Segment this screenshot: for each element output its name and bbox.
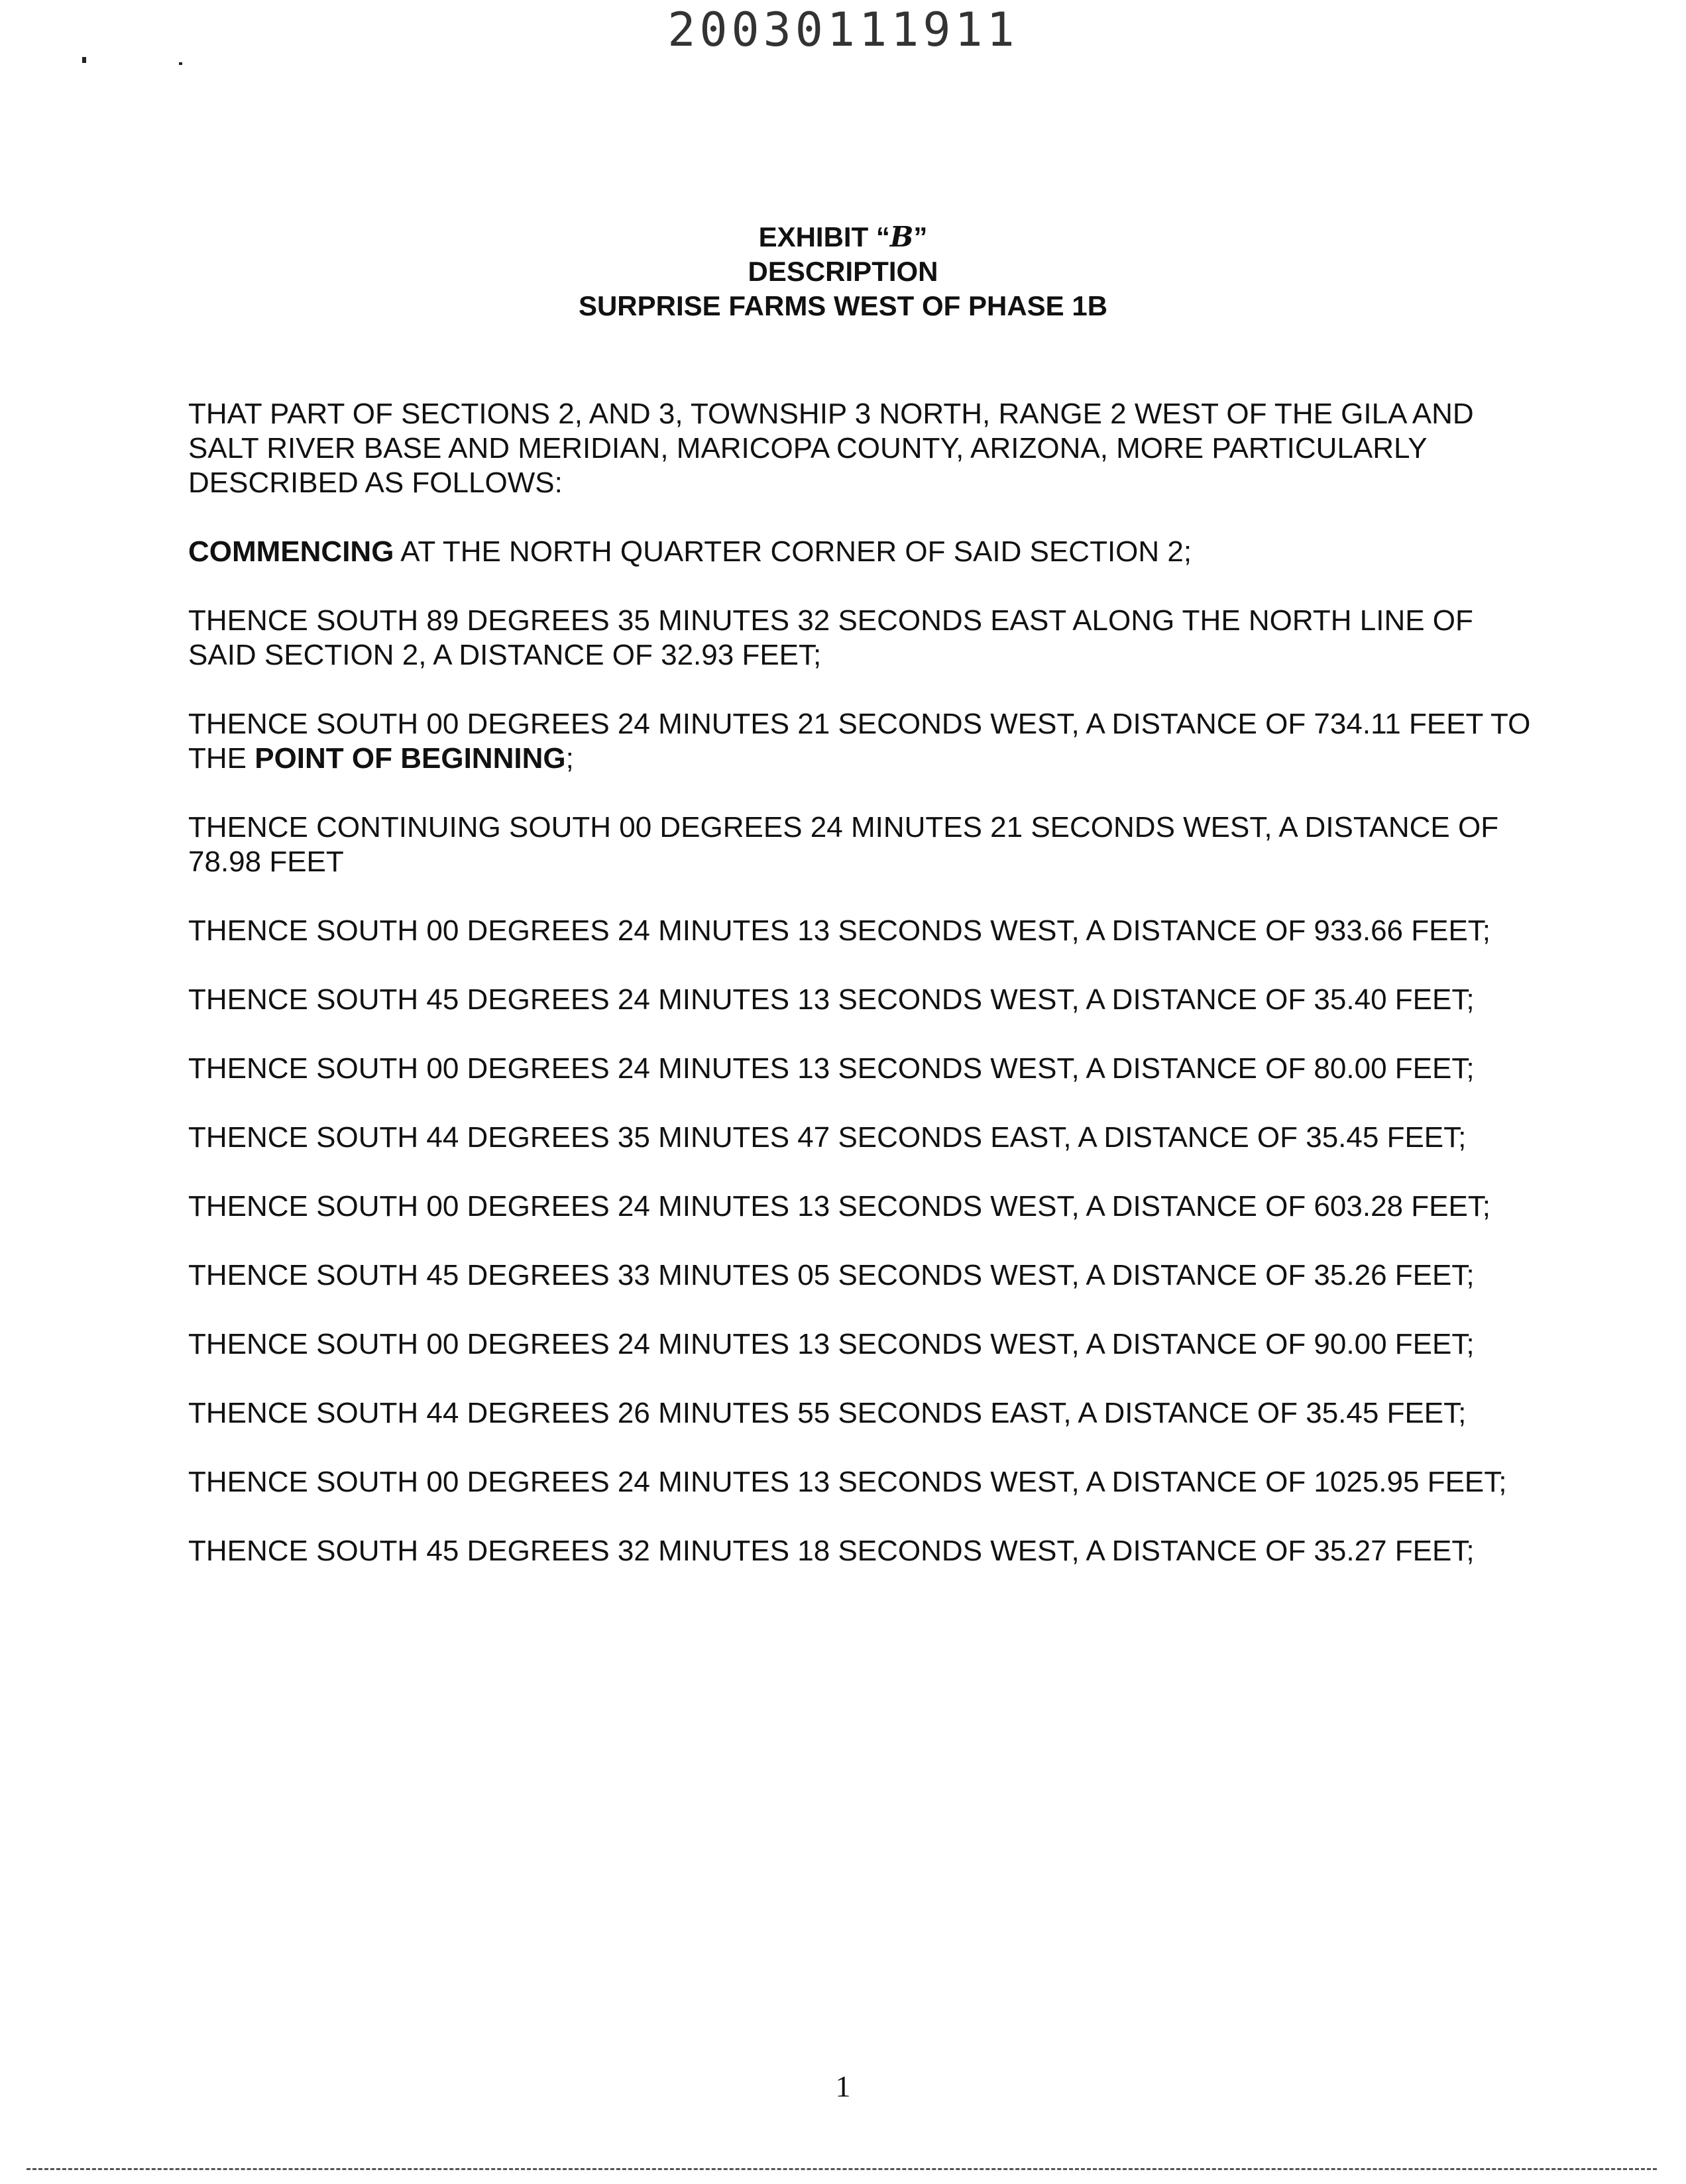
point-of-beginning-label: POINT OF BEGINNING: [254, 742, 566, 775]
scan-speck: [179, 62, 182, 65]
course-paragraph: THENCE SOUTH 89 DEGREES 35 MINUTES 32 SECONDS EAST ALONG THE NORTH LINE OF SAID SECTION 2, A DISTANCE OF 32.93 FEET;: [188, 604, 1473, 671]
course-paragraph: THENCE SOUTH 44 DEGREES 26 MINUTES 55 SECONDS EAST, A DISTANCE OF 35.45 FEET;: [188, 1397, 1467, 1429]
course-paragraph: THENCE SOUTH 44 DEGREES 35 MINUTES 47 SECONDS EAST, A DISTANCE OF 35.45 FEET;: [188, 1121, 1467, 1154]
course-paragraph: THENCE SOUTH 00 DEGREES 24 MINUTES 13 SECONDS WEST, A DISTANCE OF 80.00 FEET;: [188, 1052, 1475, 1085]
course-paragraph: THENCE SOUTH 45 DEGREES 33 MINUTES 05 SECONDS WEST, A DISTANCE OF 35.26 FEET;: [188, 1259, 1475, 1291]
commencing-label: COMMENCING: [188, 535, 394, 568]
heading-subject: SURPRISE FARMS WEST OF PHASE 1B: [578, 290, 1108, 321]
course-paragraph: THENCE SOUTH 00 DEGREES 24 MINUTES 13 SECONDS WEST, A DISTANCE OF 90.00 FEET;: [188, 1328, 1475, 1360]
scan-speck: [82, 57, 86, 63]
course-paragraph: THENCE SOUTH 00 DEGREES 24 MINUTES 13 SECONDS WEST, A DISTANCE OF 933.66 FEET;: [188, 914, 1491, 947]
exhibit-title: EXHIBIT “B”: [758, 221, 928, 253]
course-paragraph: THENCE SOUTH 45 DEGREES 24 MINUTES 13 SECONDS WEST, A DISTANCE OF 35.40 FEET;: [188, 983, 1475, 1016]
course-paragraph: THENCE SOUTH 00 DEGREES 24 MINUTES 13 SECONDS WEST, A DISTANCE OF 1025.95 FEET;: [188, 1466, 1507, 1498]
recording-number: 20030111911: [667, 3, 1019, 57]
course-paragraph: THENCE SOUTH 00 DEGREES 24 MINUTES 13 SECONDS WEST, A DISTANCE OF 603.28 FEET;: [188, 1190, 1491, 1223]
document-heading: [0, 220, 1686, 323]
page-number: 1: [835, 2069, 851, 2103]
course-paragraph: THENCE SOUTH 45 DEGREES 32 MINUTES 18 SECONDS WEST, A DISTANCE OF 35.27 FEET;: [188, 1535, 1475, 1567]
exhibit-letter: B: [889, 221, 914, 253]
intro-paragraph: THAT PART OF SECTIONS 2, AND 3, TOWNSHIP 3 NORTH, RANGE 2 WEST OF THE GILA AND SALT RIVER BASE AND MERIDIAN, MARICOPA COUNTY, ARIZONA, MORE PARTICULARLY DESCRIBED AS FOLLOWS:: [188, 398, 1474, 499]
commencing-paragraph: COMMENCING AT THE NORTH QUARTER CORNER OF SAID SECTION 2;: [188, 535, 1192, 568]
course-paragraph: THENCE CONTINUING SOUTH 00 DEGREES 24 MINUTES 21 SECONDS WEST, A DISTANCE OF 78.98 FEET: [188, 811, 1499, 878]
legal-description-body: [188, 397, 1540, 1603]
course-paragraph-pob: THENCE SOUTH 00 DEGREES 24 MINUTES 21 SECONDS WEST, A DISTANCE OF 734.11 FEET TO THE POINT OF BEGINNING;: [188, 708, 1531, 775]
scan-edge-line: [27, 2168, 1657, 2170]
heading-description: DESCRIPTION: [748, 256, 938, 287]
